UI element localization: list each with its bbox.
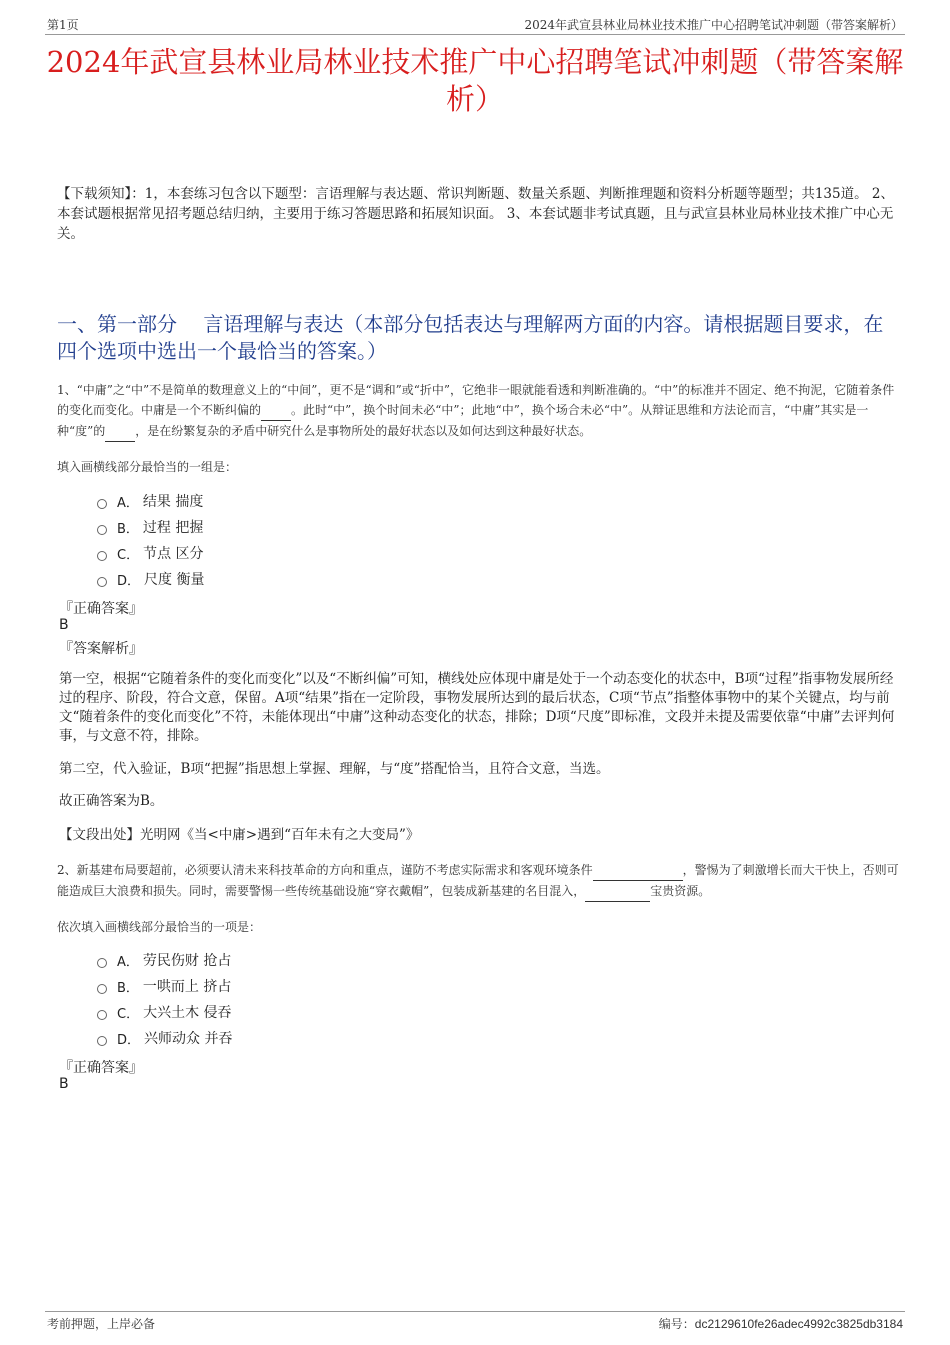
- question-2: [57, 860, 900, 935]
- question-2-text: 2、新基建布局要超前，必须要认清未来科技革命的方向和重点，谨防不考虑实际需求和客观环境条件 ，警惕为了刺激增长而大干快上，否则可能造成巨大浪费和损失。同时，需要警惕一些传统基础设施“穿衣戴帽”，包装成新基建的名目混入， 宝贵资源。: [57, 860, 900, 902]
- radio-icon[interactable]: [97, 984, 107, 994]
- answer-value: B: [59, 617, 69, 633]
- question-1-options: [97, 488, 204, 592]
- question-1-prompt: 填入画横线部分最恰当的一组是：: [57, 460, 238, 474]
- section-heading: 一、第一部分 言语理解与表达（本部分包括表达与理解两方面的内容。请根据题目要求，在四个选项中选出一个最恰当的答案。）: [57, 312, 884, 363]
- option-a[interactable]: A． 结果 揣度: [97, 488, 204, 514]
- download-notice: 【下载须知】：1，本套练习包含以下题型：言语理解与表达题、常识判断题、数量关系题、判断推理题和资料分析题等题型；共135道。 2、本套试题根据常见招考题总结归纳，主要用于练习答题思路和拓展知识面。 3、本套试题非考试真题，且与武宣县林业局林业技术推广中心无关。: [57, 186, 894, 242]
- radio-icon[interactable]: [97, 958, 107, 968]
- option-c[interactable]: C． 节点 区分: [97, 540, 204, 566]
- radio-icon[interactable]: [97, 551, 107, 561]
- page-title: 2024年武宣县林业局林业技术推广中心招聘笔试冲刺题（带答案解析）: [46, 45, 904, 116]
- page-number: 第1页: [47, 18, 79, 32]
- option-b[interactable]: B． 一哄而上 挤占: [97, 973, 232, 999]
- footer-serial: 编号：dc2129610fe26adec4992c3825db3184: [658, 1317, 903, 1331]
- radio-icon[interactable]: [97, 577, 107, 587]
- question-1-text: 1、“中庸”之“中”不是简单的数理意义上的“中间”，更不是“调和”或“折中”，它绝非一眼就能看透和判断准确的。“中”的标准并不固定、绝不拘泥，它随着条件的变化而变化。中庸是一个不断纠偏的 。此时“中”，换个时间未必“中”；此地“中”，换个场合未必“中”。从辩证思维和方法论而言，“中庸”其实是一种“度”的 ，是在纷繁复杂的矛盾中研究什么是事物所处的最好状态以及如何达到这种最好状态。: [57, 380, 900, 442]
- analysis-paragraph: 第一空，根据“它随着条件的变化而变化”以及“不断纠偏”可知，横线处应体现中庸是处于一个动态变化的状态中，B项“过程”指事物发展所经过的程序、阶段，符合文意，保留。A项“结果”指在一定阶段，事物发展所达到的最后状态，C项“节点”指整体事物中的某个关键点，均与前文“随着条件的变化而变化”不符，未能体现出“中庸”这种动态变化的状态，排除；D项“尺度”即标准，文段并未提及需要依靠“中庸”去评判何事，与文意不符，排除。: [59, 671, 895, 744]
- option-b[interactable]: B． 过程 把握: [97, 514, 204, 540]
- analysis-conclusion: 故正确答案为B。: [59, 793, 164, 809]
- radio-icon[interactable]: [97, 1036, 107, 1046]
- page-footer: [45, 1311, 905, 1334]
- source-citation: 【文段出处】光明网《当<中庸>遇到“百年未有之大变局”》: [59, 827, 420, 843]
- option-c[interactable]: C． 大兴土木 侵吞: [97, 999, 232, 1025]
- header-doc-title: 2024年武宣县林业局林业技术推广中心招聘笔试冲刺题（带答案解析）: [524, 18, 903, 32]
- page-header: [45, 14, 905, 35]
- blank: [105, 421, 135, 442]
- blank: [261, 400, 291, 421]
- question-1: [57, 380, 900, 475]
- blank: [585, 881, 650, 902]
- radio-icon[interactable]: [97, 1010, 107, 1020]
- question-2-prompt: 依次填入画横线部分最恰当的一项是：: [57, 920, 262, 934]
- blank: [593, 860, 683, 881]
- option-d[interactable]: D． 兴师动众 并吞: [97, 1025, 232, 1051]
- analysis-label: 『答案解析』: [59, 641, 143, 657]
- question-2-options: [97, 947, 232, 1051]
- analysis-paragraph: 第二空，代入验证，B项“把握”指思想上掌握、理解，与“度”搭配恰当，且符合文意，当选。: [59, 761, 610, 777]
- option-a[interactable]: A． 劳民伤财 抢占: [97, 947, 232, 973]
- option-d[interactable]: D． 尺度 衡量: [97, 566, 204, 592]
- radio-icon[interactable]: [97, 525, 107, 535]
- footer-slogan: 考前押题，上岸必备: [47, 1317, 156, 1331]
- answer-label: 『正确答案』: [59, 601, 143, 617]
- answer-label: 『正确答案』: [59, 1060, 143, 1076]
- radio-icon[interactable]: [97, 499, 107, 509]
- answer-value: B: [59, 1076, 69, 1092]
